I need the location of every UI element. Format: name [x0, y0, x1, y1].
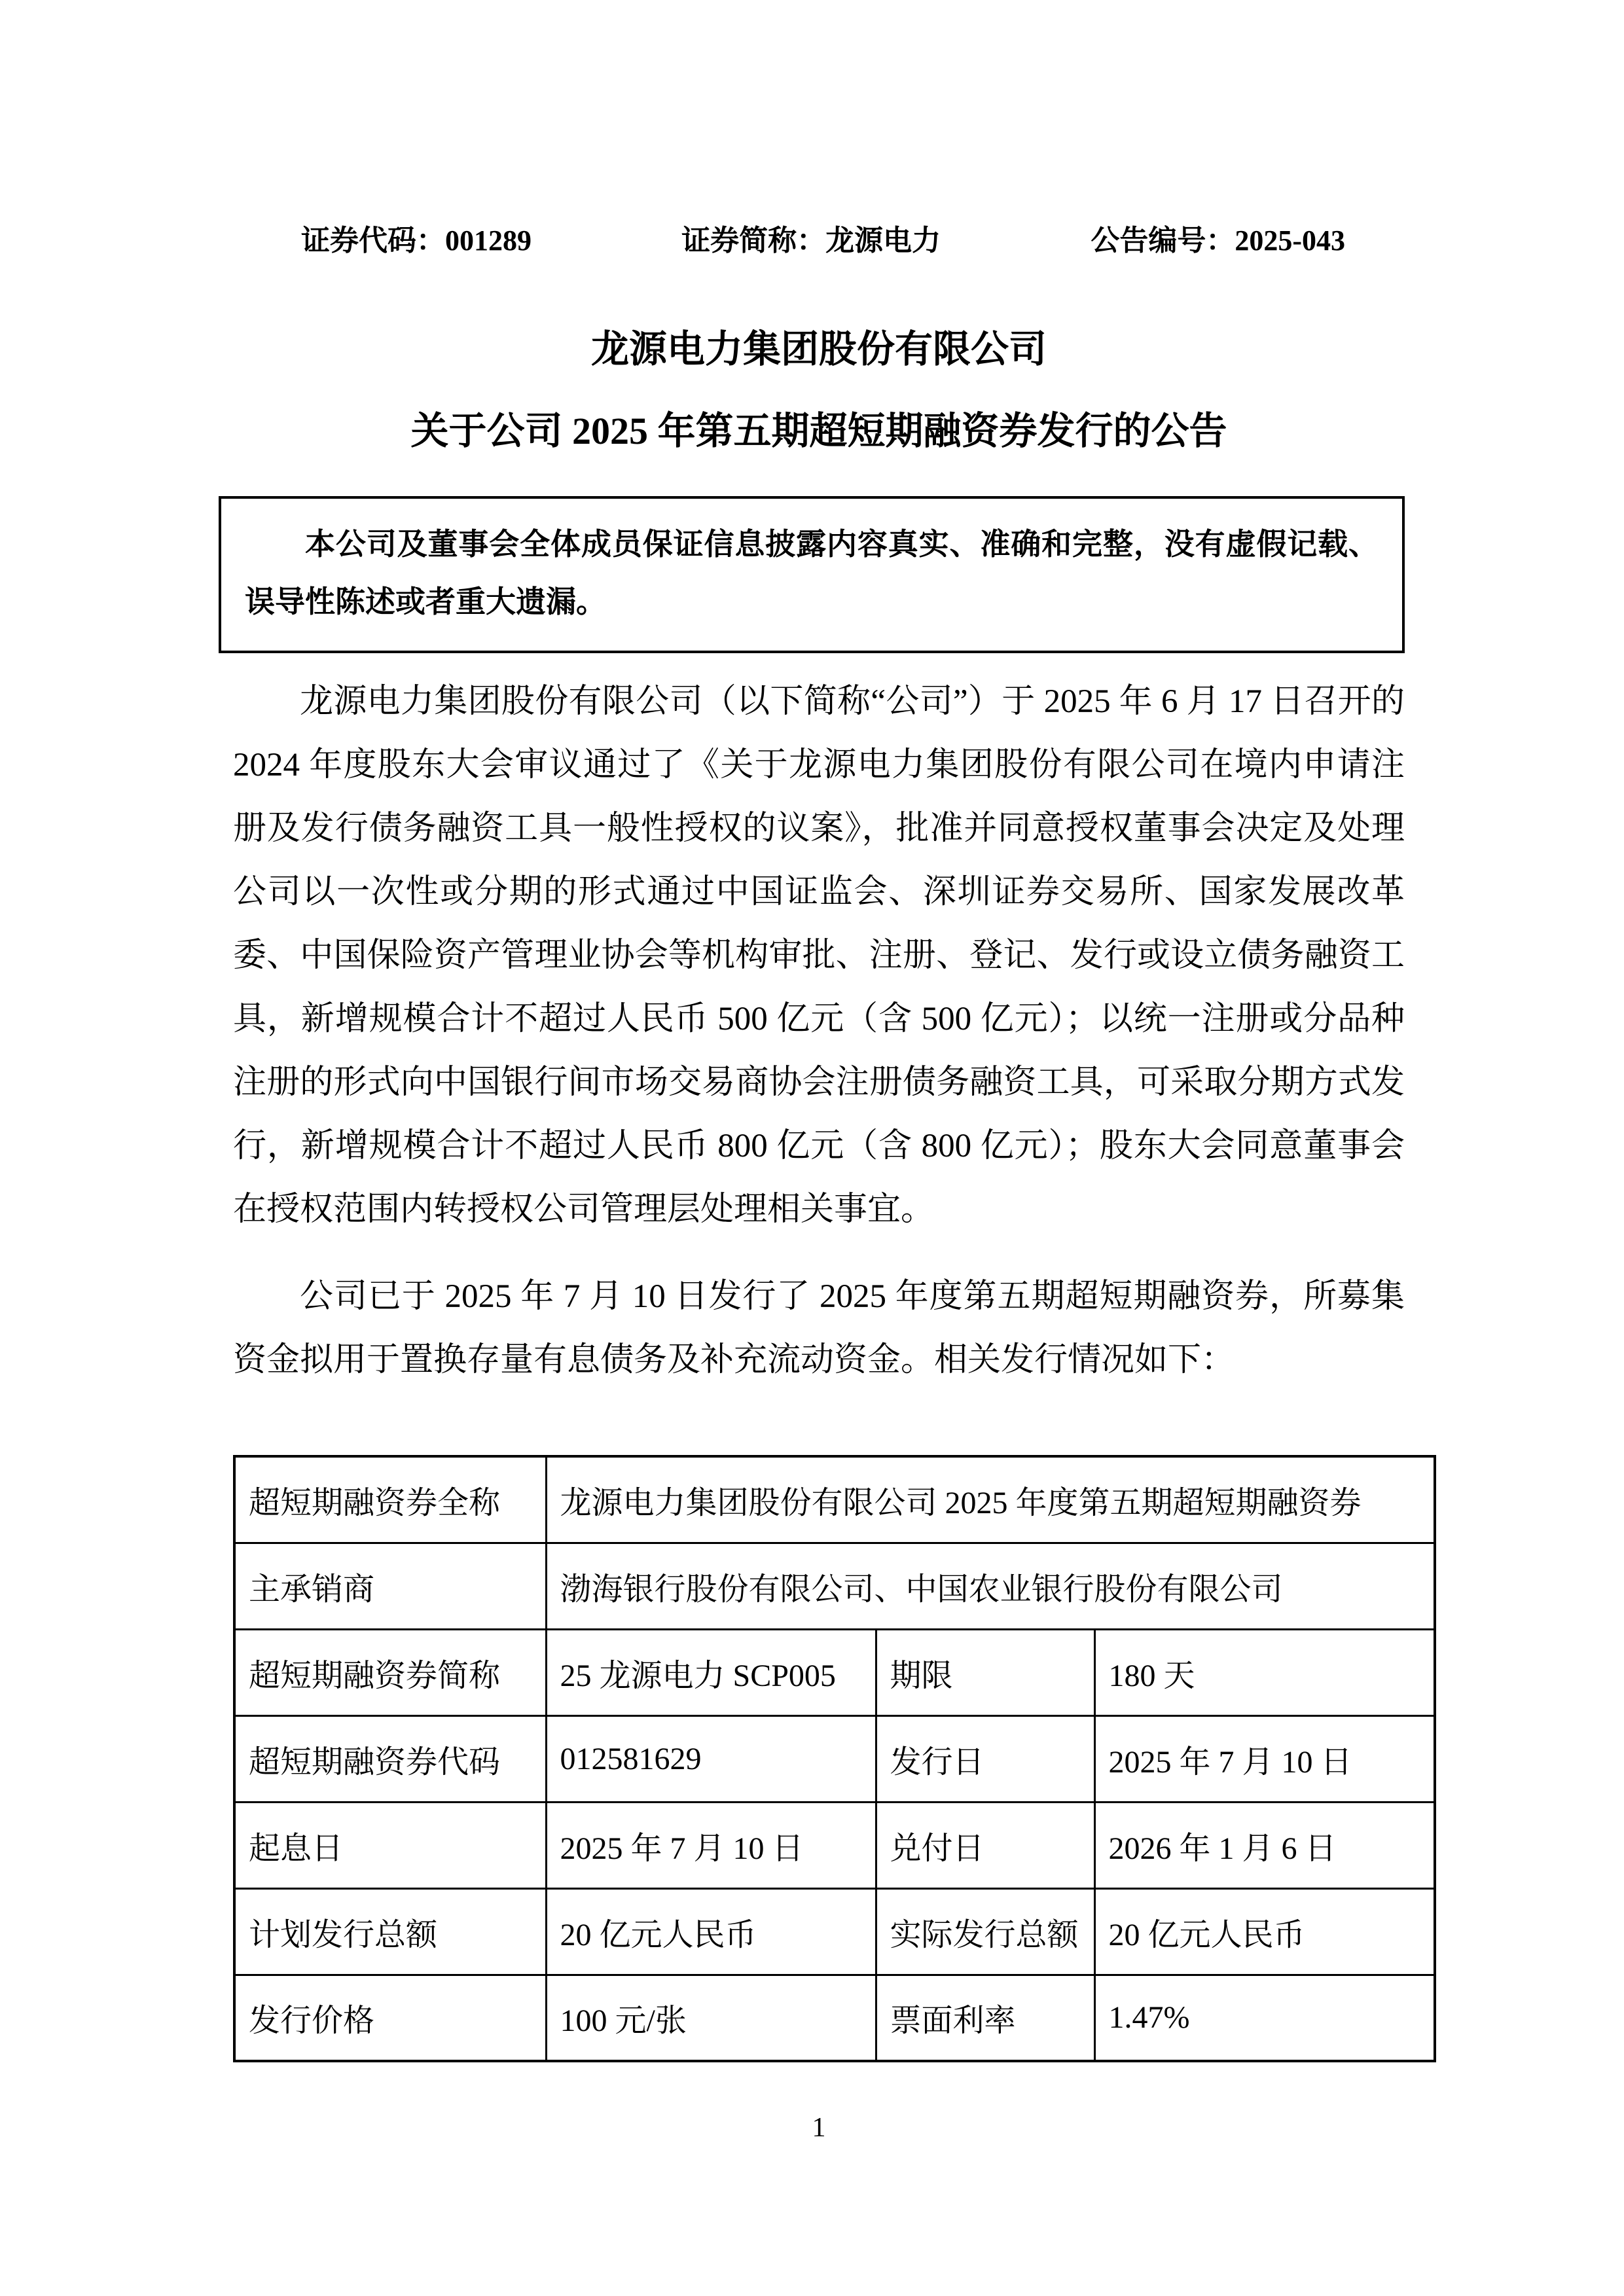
- table-row-full-name: [234, 1456, 1435, 1543]
- stock-code: 证券代码：001289: [301, 224, 532, 257]
- stock-abbr: 证券简称：龙源电力: [681, 224, 941, 257]
- cell-value: 25 龙源电力 SCP005: [546, 1629, 876, 1715]
- page-number: 1: [812, 2113, 826, 2143]
- table-row-underwriters: [234, 1543, 1435, 1629]
- document-header: [233, 0, 1405, 260]
- cell-value: 1.47%: [1094, 1975, 1435, 2061]
- cell-label: 实际发行总额: [876, 1888, 1094, 1975]
- cell-value: 012581629: [546, 1715, 876, 1802]
- table-row-planned-actual-amount: [234, 1888, 1435, 1975]
- cell-value: 180 天: [1094, 1629, 1435, 1715]
- table-row-price-couponrate: [234, 1975, 1435, 2061]
- cell-label: 起息日: [234, 1802, 546, 1888]
- body-paragraph-2: 公司已于 2025 年 7 月 10 日发行了 2025 年度第五期超短期融资券，所募集资金拟用于置换存量有息债务及补充流动资金。相关发行情况如下：: [233, 1278, 1405, 1378]
- cell-value: 2025 年 7 月 10 日: [546, 1802, 876, 1888]
- company-name-title: 龙源电力集团股份有限公司: [590, 328, 1047, 370]
- table-row-abbr-term: [234, 1629, 1435, 1715]
- disclaimer-box: [219, 496, 1405, 653]
- cell-label: 超短期融资券简称: [234, 1629, 546, 1715]
- document-content: [233, 0, 1405, 2147]
- cell-label: 计划发行总额: [234, 1888, 546, 1975]
- cell-label: 期限: [876, 1629, 1094, 1715]
- body-paragraph-1: 龙源电力集团股份有限公司（以下简称“公司”）于 2025 年 6 月 17 日召开的 2024 年度股东大会审议通过了《关于龙源电力集团股份有限公司在境内申请注册及发行债务融资工具一般性授权的议案》，批准并同意授权董事会决定及处理公司以一次性或分期的形式通过中国证监会、深圳证券交易所、国家发展改革委、中国保险资产管理业协会等机构审批、注册、登记、发行或设立债务融资工具，新增规模合计不超过人民币 500 亿元（含 500 亿元）；以统一注册或分品种注册的形式向中国银行间市场交易商协会注册债务融资工具，可采取分期方式发行，新增规模合计不超过人民币 800 亿元（含 800 亿元）；股东大会同意董事会在授权范围内转授权公司管理层处理相关事宜。: [233, 683, 1405, 1228]
- cell-label: 票面利率: [876, 1975, 1094, 2061]
- announcement-number: 公告编号：2025-043: [1091, 224, 1345, 257]
- cell-label: 主承销商: [234, 1543, 546, 1629]
- cell-label: 超短期融资券代码: [234, 1715, 546, 1802]
- table-row-valuedate-maturity: [234, 1802, 1435, 1888]
- cell-label: 兑付日: [876, 1802, 1094, 1888]
- disclaimer-text: 本公司及董事会全体成员保证信息披露内容真实、准确和完整，没有虚假记载、误导性陈述或者重大遗漏。: [245, 528, 1379, 619]
- cell-label: 发行日: [876, 1715, 1094, 1802]
- cell-value: 2025 年 7 月 10 日: [1094, 1715, 1435, 1802]
- announcement-title: 关于公司 2025 年第五期超短期融资券发行的公告: [410, 410, 1227, 452]
- cell-value: 龙源电力集团股份有限公司 2025 年度第五期超短期融资券: [546, 1456, 1435, 1543]
- table-row-code-issuedate: [234, 1715, 1435, 1802]
- cell-value: 20 亿元人民币: [1094, 1888, 1435, 1975]
- cell-value: 渤海银行股份有限公司、中国农业银行股份有限公司: [546, 1543, 1435, 1629]
- cell-label: 超短期融资券全称: [234, 1456, 546, 1543]
- cell-label: 发行价格: [234, 1975, 546, 2061]
- cell-value: 20 亿元人民币: [546, 1888, 876, 1975]
- issue-info-table: [233, 1455, 1436, 2062]
- cell-value: 2026 年 1 月 6 日: [1094, 1802, 1435, 1888]
- cell-value: 100 元/张: [546, 1975, 876, 2061]
